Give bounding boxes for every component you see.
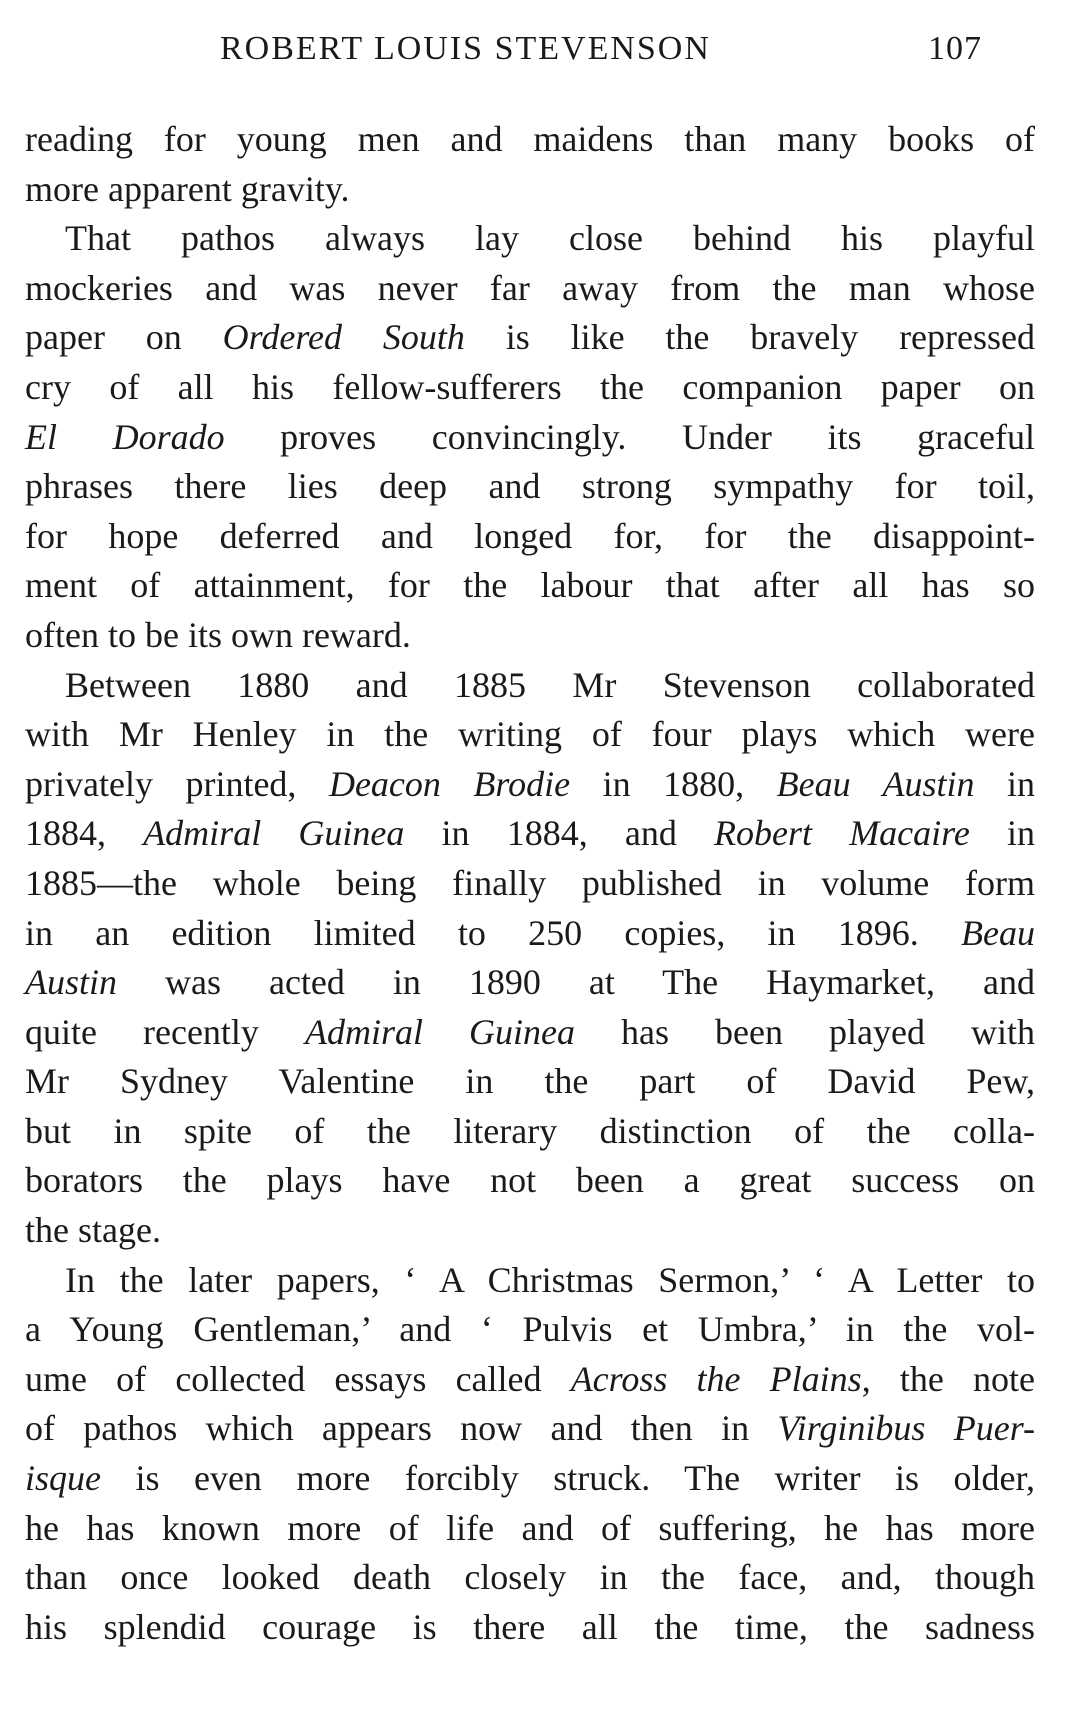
text-run: but in spite of the literary distinction of the colla-: [25, 1110, 1035, 1151]
text-run: In the later papers, ‘ A Christmas Sermon,’ ‘ A Letter to: [65, 1259, 1035, 1300]
text-line: [25, 1256, 1035, 1306]
text-run: in 1880,: [570, 763, 777, 804]
text-line: [25, 859, 1035, 909]
page-number: 107: [928, 30, 982, 67]
text-line: [25, 363, 1035, 413]
text-line: [25, 1454, 1035, 1504]
text-line: [25, 1107, 1035, 1157]
text-line: [25, 611, 1035, 661]
text-line: [25, 413, 1035, 463]
text-run: , the note: [861, 1358, 1035, 1399]
text-run: ume of collected essays called: [25, 1358, 571, 1399]
text-run: his splendid courage is there all the time, the sadness: [25, 1606, 1035, 1647]
text-line: [25, 1305, 1035, 1355]
text-run: in 1884, and: [404, 813, 715, 854]
text-line: [25, 1553, 1035, 1603]
running-title: ROBERT LOUIS STEVENSON: [220, 30, 711, 67]
text-line: [25, 1603, 1035, 1653]
italic-title: Robert Macaire: [714, 813, 970, 854]
italic-title: Ordered South: [222, 317, 465, 358]
text-run: the stage.: [25, 1210, 161, 1251]
italic-title: Admiral Guinea: [143, 813, 405, 854]
text-run: he has known more of life and of suffering, he has more: [25, 1507, 1035, 1548]
text-line: [25, 909, 1035, 959]
paragraph: [25, 115, 1035, 214]
italic-title: Beau: [961, 912, 1035, 953]
italic-title: El Dorado: [25, 416, 225, 457]
italic-title: Beau Austin: [776, 763, 975, 804]
text-run: privately printed,: [25, 763, 329, 804]
text-run: has been played with: [574, 1011, 1035, 1052]
text-run: proves convincingly. Under its graceful: [224, 416, 1036, 457]
text-line: [25, 661, 1035, 711]
text-line: [25, 1156, 1035, 1206]
text-run: mockeries and was never far away from the man whose: [25, 267, 1035, 308]
italic-title: Across the Plains: [570, 1358, 862, 1399]
text-run: phrases there lies deep and strong sympathy for toil,: [25, 466, 1035, 507]
text-run: in: [969, 813, 1035, 854]
paragraph: [25, 1256, 1035, 1653]
text-run: cry of all his fellow-sufferers the companion paper on: [25, 366, 1035, 407]
text-run: ment of attainment, for the labour that after all has so: [25, 565, 1035, 606]
text-run: often to be its own reward.: [25, 614, 411, 655]
text-line: [25, 115, 1035, 165]
text-run: Mr Sydney Valentine in the part of David Pew,: [25, 1061, 1035, 1102]
text-line: [25, 512, 1035, 562]
text-run: 1884,: [25, 813, 144, 854]
text-run: in an edition limited to 250 copies, in 1896.: [25, 912, 962, 953]
text-line: [25, 958, 1035, 1008]
text-run: was acted in 1890 at The Haymarket, and: [117, 962, 1035, 1003]
italic-title: isque: [25, 1458, 101, 1499]
italic-title: Deacon Brodie: [328, 763, 571, 804]
italic-title: Admiral Guinea: [304, 1011, 575, 1052]
text-run: for hope deferred and longed for, for the disappoint-: [25, 515, 1035, 556]
text-run: quite recently: [25, 1011, 305, 1052]
text-run: That pathos always lay close behind his playful: [65, 218, 1035, 259]
text-run: of pathos which appears now and then in: [25, 1408, 778, 1449]
text-line: [25, 1504, 1035, 1554]
text-line: [25, 214, 1035, 264]
text-line: [25, 1008, 1035, 1058]
text-line: [25, 1206, 1035, 1256]
text-line: [25, 1057, 1035, 1107]
paragraph: [25, 661, 1035, 1256]
text-run: than once looked death closely in the face, and, though: [25, 1557, 1035, 1598]
text-line: [25, 313, 1035, 363]
text-run: is like the bravely repressed: [464, 317, 1035, 358]
text-line: [25, 1404, 1035, 1454]
text-run: more apparent gravity.: [25, 168, 350, 209]
text-line: [25, 462, 1035, 512]
body-text: [25, 115, 1035, 1652]
text-line: [25, 561, 1035, 611]
text-run: paper on: [25, 317, 223, 358]
text-line: [25, 1355, 1035, 1405]
text-line: [25, 809, 1035, 859]
text-run: reading for young men and maidens than many books of: [25, 119, 1035, 159]
text-run: is even more forcibly struck. The writer is older,: [101, 1458, 1035, 1499]
text-line: [25, 710, 1035, 760]
text-run: a Young Gentleman,’ and ‘ Pulvis et Umbra,’ in the vol-: [25, 1309, 1035, 1350]
italic-title: Virginibus Puer-: [777, 1408, 1035, 1449]
text-run: borators the plays have not been a great success on: [25, 1160, 1035, 1201]
text-run: with Mr Henley in the writing of four plays which were: [25, 714, 1035, 755]
text-line: [25, 264, 1035, 314]
text-run: 1885—the whole being finally published in volume form: [25, 862, 1035, 903]
italic-title: Austin: [25, 962, 118, 1003]
text-run: Between 1880 and 1885 Mr Stevenson collaborated: [65, 664, 1035, 705]
text-line: [25, 165, 1035, 215]
text-line: [25, 760, 1035, 810]
text-run: in: [974, 763, 1035, 804]
paragraph: [25, 214, 1035, 660]
